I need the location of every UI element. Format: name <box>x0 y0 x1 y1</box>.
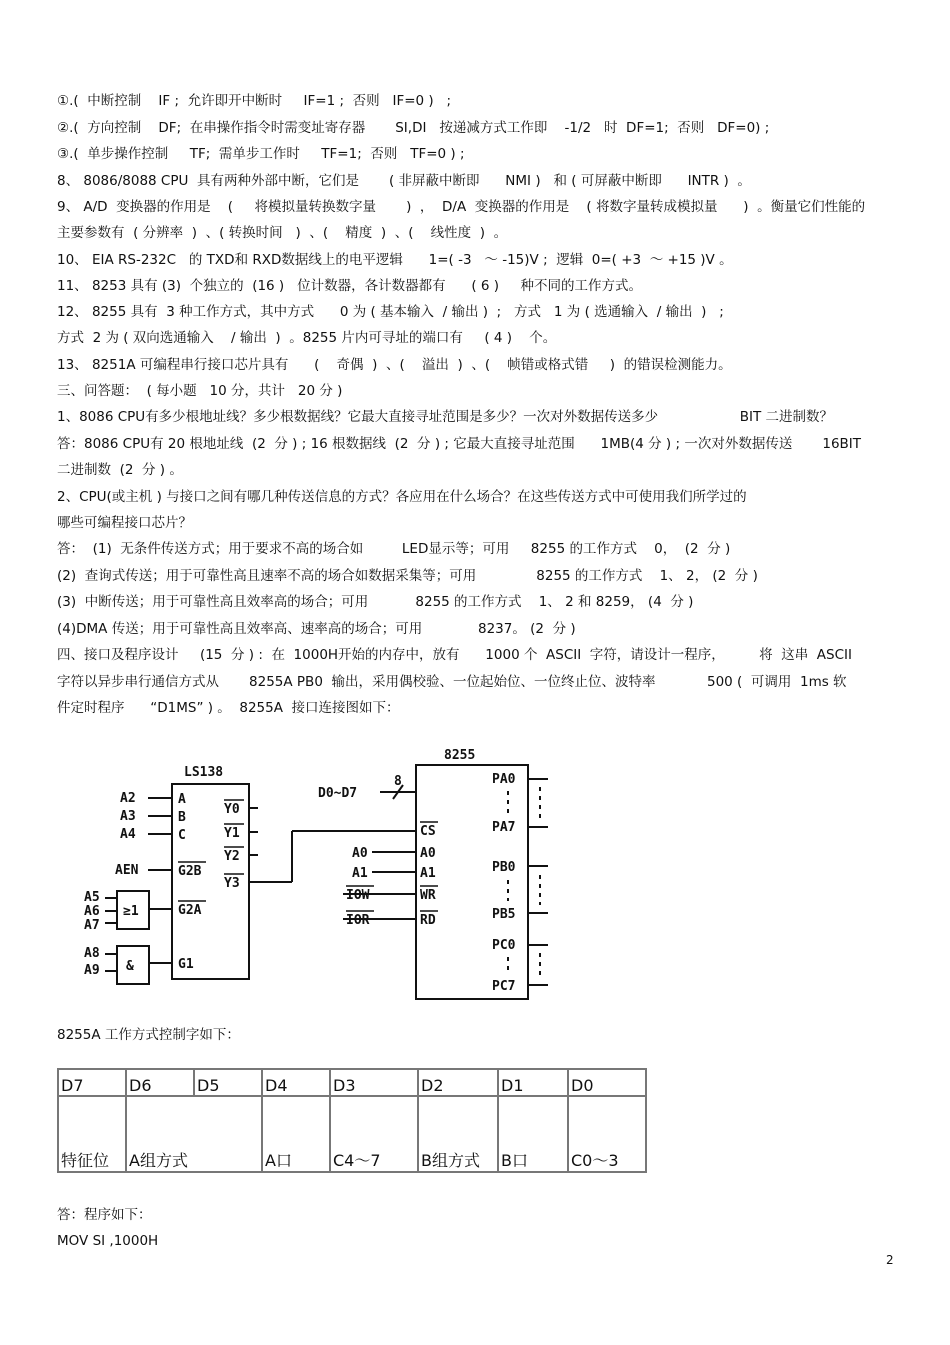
text-line: 三、问答题： ( 每小题 10 分，共计 20 分 ) <box>57 383 343 399</box>
interface-circuit-diagram <box>60 735 560 1010</box>
text-line: 13、 8251A 可编程串行接口芯片具有 ( 奇偶 ) 、( 溢出 ) 、( 帧错或格式错 ) 的错误检测能力。 <box>57 357 732 373</box>
text-line: 1、8086 CPU有多少根地址线？多少根数据线？它最大直接寻址范围是多少？一次对外数据传送多少 BIT 二进制数？ <box>57 409 833 425</box>
table-header-cell: D5 <box>194 1069 262 1096</box>
signal-a8: A8 <box>84 946 100 961</box>
text-line: 10、 EIA RS-232C 的 TXD和 RXD数据线上的电平逻辑 1=( -3 ～ -15)V ; 逻辑 0=( +3 ～ +15 )V 。 <box>57 252 733 268</box>
ls138-pin-g2b: G2B <box>178 864 202 879</box>
pin-cs: CS <box>420 824 436 839</box>
bus-width-label: 8 <box>394 774 402 789</box>
table-cell: B组方式 <box>418 1096 498 1172</box>
chip8255-title: 8255 <box>444 748 476 763</box>
text-line: 二进制数 (2 分 ) 。 <box>57 462 183 478</box>
text-line: 主要参数有 ( 分辨率 ) 、( 转换时间 ) 、( 精度 ) 、( 线性度 ) 。 <box>57 225 508 241</box>
ls138-title: LS138 <box>184 765 224 780</box>
table-cell: C4～7 <box>330 1096 418 1172</box>
text-line: ①.( 中断控制 IF ; 允许即开中断时 IF=1 ; 否则 IF=0 ) ; <box>57 93 452 109</box>
signal-a9: A9 <box>84 963 100 978</box>
table-cell: A口 <box>262 1096 330 1172</box>
pin-pc7: PC7 <box>492 979 516 994</box>
signal-8255-a1: A1 <box>352 866 368 881</box>
signal-a6: A6 <box>84 904 100 919</box>
table-header-cell: D6 <box>126 1069 194 1096</box>
text-line: 答：程序如下： <box>57 1207 152 1223</box>
ls138-out-y2: Y2 <box>224 849 240 864</box>
pin-a0: A0 <box>420 846 436 861</box>
signal-8255-a0: A0 <box>352 846 368 861</box>
text-line: 件定时程序 “D1MS” ) 。 8255A 接口连接图如下： <box>57 700 400 716</box>
text-line: ②.( 方向控制 DF; 在串操作指令时需变址寄存器 SI,DI 按递减方式工作即 -1/2 时 DF=1; 否则 DF=0) ; <box>57 120 770 136</box>
ls138-pin-b: B <box>178 810 186 825</box>
text-line: 11、 8253 具有 (3) 个独立的 (16 ) 位计数器，各计数器都有 ( 6 ) 种不同的工作方式。 <box>57 278 642 294</box>
text-line: (2) 查询式传送；用于可靠性高且速率不高的场合如数据采集等；可用 8255 的工作方式 1、 2， (2 分 ) <box>57 568 758 584</box>
text-line: MOV SI ,1000H <box>57 1233 159 1249</box>
signal-a2: A2 <box>120 791 136 806</box>
text-line: 2、CPU(或主机 ) 与接口之间有哪几种传送信息的方式？各应用在什么场合？在这些传送方式中可使用我们所学过的 <box>57 489 747 505</box>
pin-pa0: PA0 <box>492 772 516 787</box>
pin-pa7: PA7 <box>492 820 516 835</box>
or-gate-label: ≥1 <box>123 904 139 919</box>
pin-pc0: PC0 <box>492 938 516 953</box>
table-header-cell: D3 <box>330 1069 418 1096</box>
signal-a4: A4 <box>120 827 136 842</box>
table-cell: B口 <box>498 1096 568 1172</box>
pin-pb5: PB5 <box>492 907 516 922</box>
text-line: 字符以异步串行通信方式从 8255A PB0 输出，采用偶校验、一位起始位、一位终止位、波特率 500 ( 可调用 1ms 软 <box>57 674 847 690</box>
signal-a3: A3 <box>120 809 136 824</box>
text-line: 哪些可编程接口芯片？ <box>57 515 192 531</box>
control-word-table <box>57 1068 647 1173</box>
text-line: (4)DMA 传送；用于可靠性高且效率高、速率高的场合；可用 8237。 (2 分 ) <box>57 621 576 637</box>
pin-rd: RD <box>420 913 436 928</box>
signal-a5: A5 <box>84 890 100 905</box>
signal-iow: IOW <box>346 888 370 903</box>
table-header-cell: D2 <box>418 1069 498 1096</box>
pin-pb0: PB0 <box>492 860 516 875</box>
table-header-cell: D4 <box>262 1069 330 1096</box>
ls138-pin-c: C <box>178 828 186 843</box>
text-line: 8、 8086/8088 CPU 具有两种外部中断，它们是 ( 非屏蔽中断即 NMI ) 和 ( 可屏蔽中断即 INTR ) 。 <box>57 173 751 189</box>
text-line: 四、接口及程序设计 (15 分 ) : 在 1000H开始的内存中，放有 1000 个 ASCII 字符，请设计一程序， 将 这串 ASCII <box>57 647 852 663</box>
pin-wr: WR <box>420 888 436 903</box>
signal-a7: A7 <box>84 918 100 933</box>
ls138-pin-g1: G1 <box>178 957 194 972</box>
ls138-pin-g2a: G2A <box>178 903 202 918</box>
ls138-out-y3: Y3 <box>224 876 240 891</box>
pin-a1: A1 <box>420 866 436 881</box>
text-line: 8255A 工作方式控制字如下： <box>57 1027 240 1043</box>
and-gate-label: & <box>126 959 134 974</box>
text-line: 9、 A/D 变换器的作用是 ( 将模拟量转换数字量 ) ， D/A 变换器的作用是 ( 将数字量转成模拟量 ) 。衡量它们性能的 <box>57 199 866 215</box>
text-line: (3) 中断传送；用于可靠性高且效率高的场合；可用 8255 的工作方式 1、 2 和 8259， (4 分 ) <box>57 594 694 610</box>
table-cell: 特征位 <box>58 1096 126 1172</box>
table-header-cell: D7 <box>58 1069 126 1096</box>
text-line: 答：8086 CPU有 20 根地址线 (2 分 ) ; 16 根数据线 (2 分 ) ; 它最大直接寻址范围 1MB(4 分 ) ; 一次对外数据传送 16BIT <box>57 436 862 452</box>
table-header-cell: D0 <box>568 1069 646 1096</box>
text-line: 答： (1) 无条件传送方式；用于要求不高的场合如 LED显示等；可用 8255 的工作方式 0， (2 分 ) <box>57 541 731 557</box>
table-cell: C0～3 <box>568 1096 646 1172</box>
ls138-out-y0: Y0 <box>224 802 240 817</box>
databus-label: D0~D7 <box>318 786 358 801</box>
signal-aen: AEN <box>115 863 139 878</box>
text-line: 12、 8255 具有 3 种工作方式，其中方式 0 为 ( 基本输入 / 输出 ) ; 方式 1 为 ( 选通输入 / 输出 ) ; <box>57 304 724 320</box>
ls138-out-y1: Y1 <box>224 826 240 841</box>
signal-ior: IOR <box>346 913 370 928</box>
table-header-cell: D1 <box>498 1069 568 1096</box>
page-number: 2 <box>886 1253 894 1267</box>
text-line: 方式 2 为 ( 双向选通输入 / 输出 ) 。8255 片内可寻址的端口有 ( 4 ) 个。 <box>57 330 557 346</box>
text-line: ③.( 单步操作控制 TF; 需单步工作时 TF=1; 否则 TF=0 ) ; <box>57 146 465 162</box>
ls138-pin-a: A <box>178 792 186 807</box>
table-cell: A组方式 <box>126 1096 262 1172</box>
